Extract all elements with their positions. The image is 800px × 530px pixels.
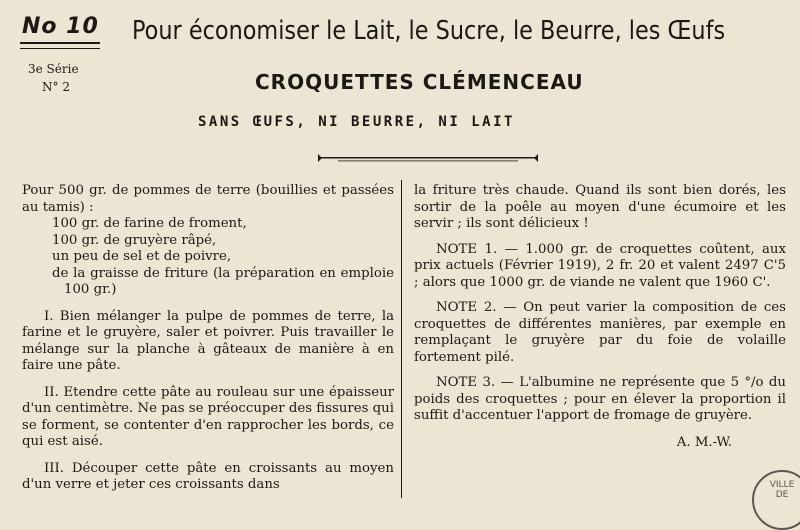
step-continuation: la friture très chaude. Quand ils sont bien dorés, les sortir de la poêle au moyen d'une écumoire et les servir ; ils sont délicieux ! [414,183,786,231]
headline: Pour économiser le Lait, le Sucre, le Beurre, les Œufs [132,16,726,46]
author-signature: A. M.-W. [676,434,732,450]
note-paragraph: NOTE 2. — On peut varier la composition de ces croquettes de différentes manières, par exemple en remplaçant le gruyère par du foie de volaille fortement pilé. [414,300,786,365]
series-number: N° 2 [42,80,70,94]
note-paragraph: NOTE 3. — L'albumine ne représente que 5 °/o du poids des croquettes ; pour en élever la proportion il suffit d'accentuer l'apport de fromage de gruyère. [414,375,786,423]
recipe-subtitle: SANS ŒUFS, NI BEURRE, NI LAIT [198,114,515,130]
ingredients-intro: Pour 500 gr. de pommes de terre (bouillies et passées au tamis) : [22,183,394,215]
card-number-underline [20,42,100,49]
column-divider [401,180,402,498]
stamp-text: DE [775,490,789,500]
ornament-divider [318,152,538,164]
right-column [414,183,786,451]
series-label: 3e Série [28,62,79,76]
note-paragraph: NOTE 1. — 1.000 gr. de croquettes coûtent, aux prix actuels (Février 1919), 2 fr. 20 et valent 2497 C'5 ; alors que 1000 gr. de viande ne valent que 1960 C'. [414,241,786,290]
step-paragraph: I. Bien mélanger la pulpe de pommes de terre, la farine et le gruyère, saler et poivrer. Puis travailler le mélange sur la planche à gâteaux de manière à en faire une pâte. [22,308,394,373]
ingredient-item: un peu de sel et de poivre, [52,249,232,264]
stamp-text: VILLE [769,480,795,490]
ingredient-item: 100 gr. de farine de froment, [52,216,247,231]
ingredient-item: 100 gr. de gruyère râpé, [52,232,217,248]
recipe-title: CROQUETTES CLÉMENCEAU [255,70,584,94]
card-number: No 10 [22,14,99,39]
step-paragraph: II. Etendre cette pâte au rouleau sur une épaisseur d'un centimètre. Ne pas se préoccuper des fissures qui se forment, se contenter d'en rapprocher les bords, ce qui est aisé. [22,384,394,449]
library-stamp [752,470,800,530]
ingredient-item: de la graisse de friture (la préparation en emploie 100 gr.) [52,265,394,297]
step-paragraph: III. Découper cette pâte en croissants au moyen d'un verre et jeter ces croissants dans [22,460,394,492]
left-column [22,183,394,494]
